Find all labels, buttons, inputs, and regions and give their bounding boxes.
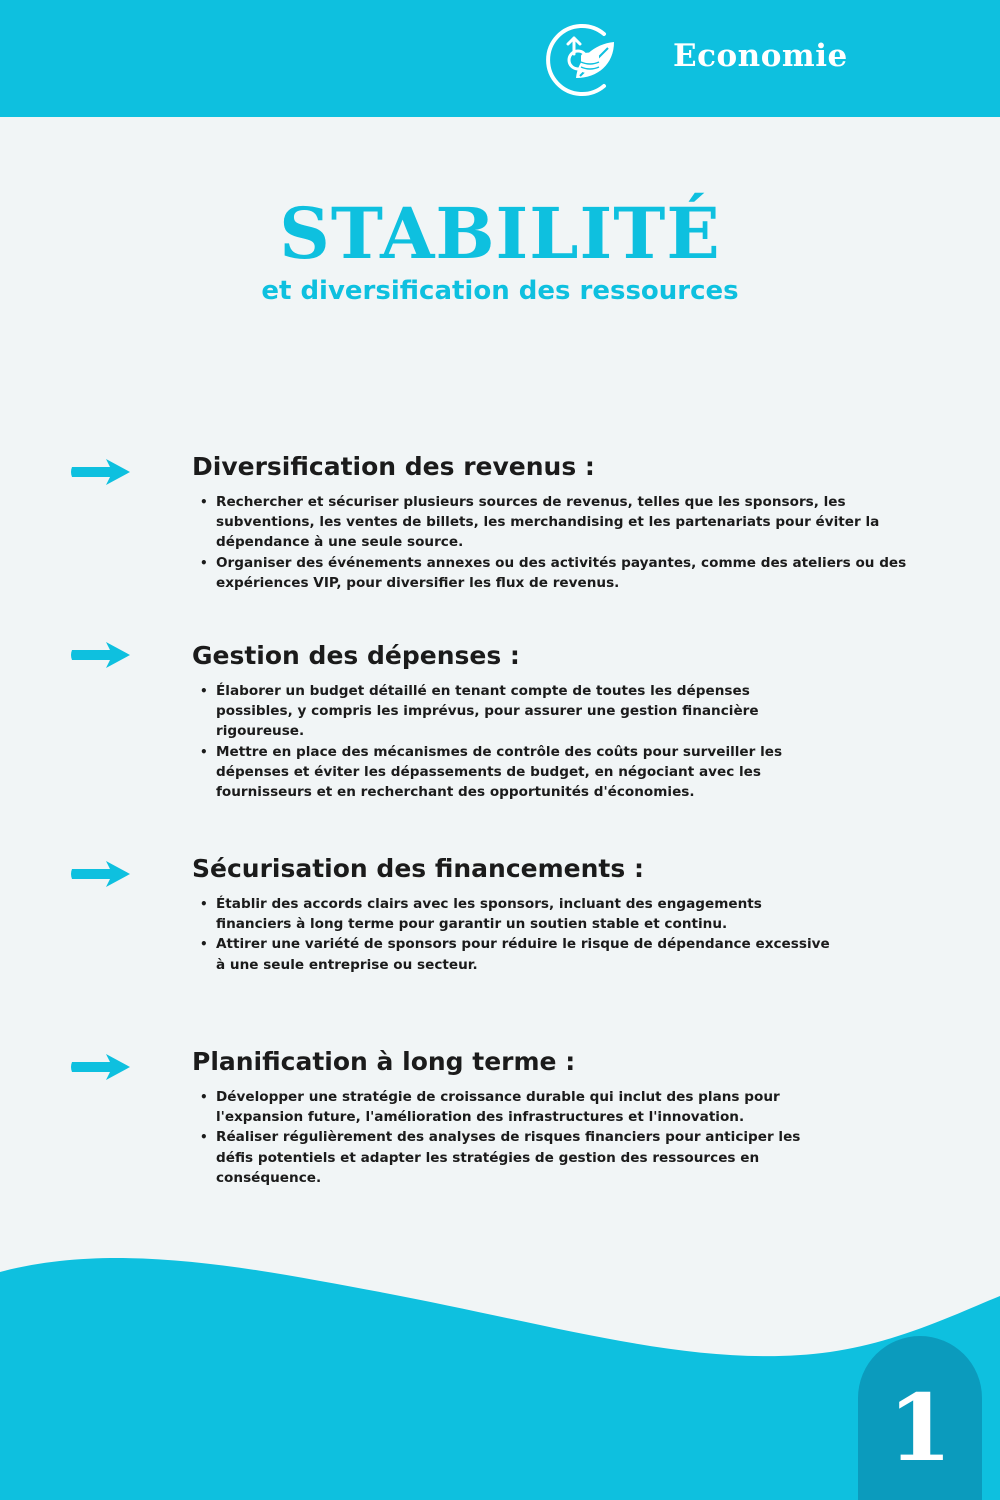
bullet-item: • Réaliser régulièrement des analyses de risques financiers pour anticiper les défis potentiels et adapter les stratégies de gestion des ressources en conséquence. bbox=[198, 1127, 808, 1188]
arrow-right-icon bbox=[70, 1053, 132, 1081]
arrow-right-icon bbox=[70, 860, 132, 888]
footer-wave bbox=[0, 1240, 1000, 1500]
arrow-right-icon bbox=[70, 641, 132, 669]
section-heading: Sécurisation des financements : bbox=[192, 854, 644, 883]
section-heading: Planification à long terme : bbox=[192, 1047, 576, 1076]
page-number-badge bbox=[858, 1336, 982, 1500]
section-heading: Gestion des dépenses : bbox=[192, 641, 520, 670]
coins-leaf-icon bbox=[540, 20, 616, 100]
bullet-item: • Organiser des événements annexes ou des activités payantes, comme des ateliers ou des expériences VIP, pour diversifier les flux de revenus. bbox=[198, 553, 908, 593]
brand-name: Economie bbox=[673, 38, 848, 74]
bullet-item: • Rechercher et sécuriser plusieurs sources de revenus, telles que les sponsors, les subventions, les ventes de billets, les merchandising et les partenariats pour éviter la dépendance à une seule source. bbox=[198, 492, 908, 553]
bullet-item: • Mettre en place des mécanismes de contrôle des coûts pour surveiller les dépenses et éviter les dépassements de budget, en négociant avec les fournisseurs et en recherchant des opportunités d'économies. bbox=[198, 742, 828, 803]
bullet-list bbox=[198, 492, 908, 593]
bullet-item: • Établir des accords clairs avec les sponsors, incluant des engagements financiers à long terme pour garantir un soutien stable et continu. bbox=[198, 894, 838, 934]
bullet-list bbox=[198, 894, 838, 975]
bullet-item: • Élaborer un budget détaillé en tenant compte de toutes les dépenses possibles, y compris les imprévus, pour assurer une gestion financière rigoureuse. bbox=[198, 681, 828, 742]
bullet-list bbox=[198, 1087, 808, 1188]
page-number: 1 bbox=[887, 1374, 952, 1482]
page-title: STABILITÉ bbox=[279, 192, 721, 275]
header-banner bbox=[0, 0, 1000, 117]
page-subtitle: et diversification des ressources bbox=[261, 276, 739, 306]
section-heading: Diversification des revenus : bbox=[192, 452, 595, 481]
bullet-list bbox=[198, 681, 828, 802]
arrow-right-icon bbox=[70, 458, 132, 486]
bullet-item: • Développer une stratégie de croissance durable qui inclut des plans pour l'expansion future, l'amélioration des infrastructures et l'innovation. bbox=[198, 1087, 808, 1127]
bullet-item: • Attirer une variété de sponsors pour réduire le risque de dépendance excessive à une seule entreprise ou secteur. bbox=[198, 934, 838, 974]
